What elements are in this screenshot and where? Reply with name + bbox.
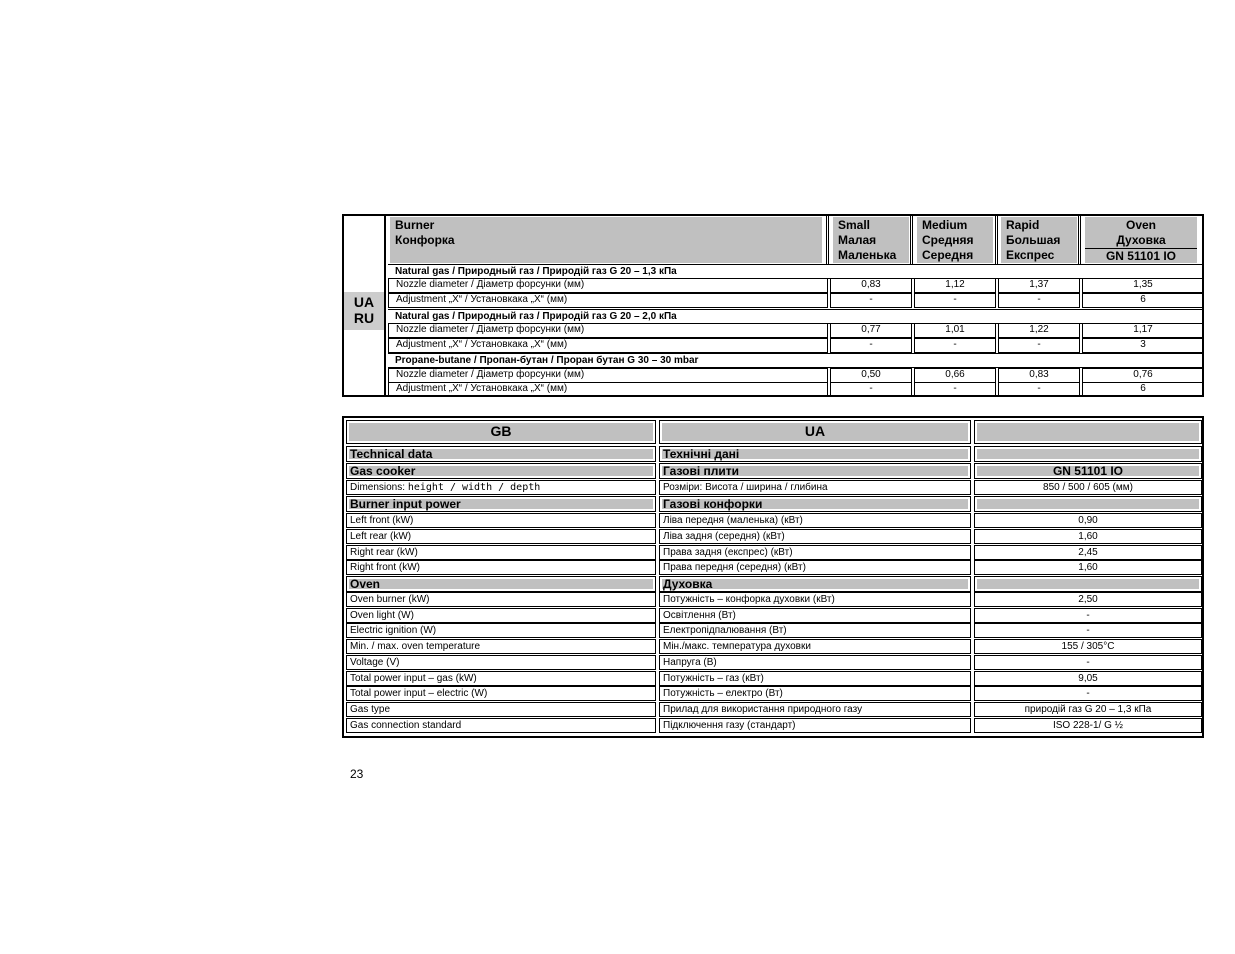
value-small: - (830, 382, 912, 397)
section-title: Propane-butane / Пропан-бутан / Проран бутан G 30 – 30 mbar (388, 353, 1204, 368)
value-small: 0,83 (830, 278, 912, 293)
table-cell (974, 560, 1202, 575)
table-cell (659, 560, 971, 575)
value-small: 0,77 (830, 323, 912, 338)
cell-text: - (1086, 625, 1090, 636)
table-cell (974, 576, 1202, 592)
table-cell (974, 496, 1202, 512)
header-medium (917, 217, 993, 263)
header-oven-en: Oven (1125, 218, 1156, 232)
cell-text: ISO 228-1/ G ½ (1052, 720, 1124, 731)
row-label: Adjustment „X“ / Установкака „X“ (мм) (388, 338, 828, 353)
cell-text: GN 51101 IO (1052, 464, 1124, 478)
table-cell (346, 655, 656, 670)
table-row (388, 338, 1204, 353)
value-medium: 0,66 (914, 368, 996, 383)
header-medium-en: Medium (922, 218, 968, 232)
column-header-text: GB (490, 423, 512, 439)
header-oven-model: GN 51101 IO (1085, 248, 1197, 264)
table-cell (659, 702, 971, 717)
cell-text: Електропідпалювання (Вт) (663, 625, 787, 636)
table-cell (346, 529, 656, 544)
cell-text: Ліва передня (маленька) (кВт) (663, 515, 803, 526)
table-cell (346, 513, 656, 528)
section-title: Natural gas / Природный газ / Природій газ G 20 – 2,0 кПа (388, 309, 1204, 324)
table-cell (974, 718, 1202, 733)
cell-text: 850 / 500 / 605 (мм) (1043, 482, 1133, 493)
table-cell (346, 592, 656, 607)
table-row (388, 293, 1204, 308)
column-header-text: UA (804, 423, 826, 439)
table-cell (974, 463, 1202, 479)
table-cell (974, 545, 1202, 560)
header-divider (826, 216, 829, 264)
table-cell (659, 513, 971, 528)
table-cell (346, 639, 656, 654)
language-column (344, 216, 386, 395)
header-oven (1085, 217, 1197, 263)
table-cell (346, 623, 656, 638)
table-cell (659, 592, 971, 607)
cell-text: Прилад для використання природного газу (663, 704, 863, 715)
value-medium: 1,01 (914, 323, 996, 338)
cell-text: Права передня (середня) (кВт) (663, 562, 806, 573)
nozzle-table (342, 214, 1204, 397)
table-cell (974, 702, 1202, 717)
table-cell (346, 576, 656, 592)
table-cell (974, 592, 1202, 607)
table-row (388, 323, 1204, 338)
cell-text: - (1086, 688, 1090, 699)
cell-text: Left front (kW) (350, 515, 414, 526)
value-small: - (830, 293, 912, 308)
table-cell (659, 671, 971, 686)
table-row (388, 278, 1204, 293)
header-small-ru: Малая (838, 233, 877, 247)
cell-text: Electric ignition (W) (350, 625, 437, 636)
column-header-model (974, 420, 1202, 444)
cell-text: 1,60 (1078, 531, 1098, 542)
value-oven: 6 (1082, 382, 1204, 397)
cell-text: Voltage (V) (350, 657, 400, 668)
header-rapid-en: Rapid (1006, 218, 1040, 232)
cell-text: Розміри: Висота / ширина / глибина (663, 482, 828, 493)
cell-text: Oven light (W) (350, 610, 414, 621)
header-burner-ru: Конфорка (395, 233, 455, 247)
header-rapid-ua: Експрес (1006, 248, 1055, 262)
table-cell (659, 545, 971, 560)
cell-text: 2,45 (1078, 547, 1098, 558)
language-ua: UA (353, 294, 375, 310)
table-cell (659, 529, 971, 544)
cell-text: 0,90 (1078, 515, 1098, 526)
column-header-gb (346, 420, 656, 444)
language-label (344, 292, 384, 330)
value-rapid: 1,37 (998, 278, 1080, 293)
value-oven: 1,17 (1082, 323, 1204, 338)
table-cell (346, 702, 656, 717)
header-rapid-ru: Большая (1006, 233, 1061, 247)
header-oven-ru: Духовка (1116, 233, 1166, 247)
cell-text: Потужність – електро (Вт) (663, 688, 783, 699)
header-small-en: Small (838, 218, 871, 232)
table-cell (346, 545, 656, 560)
value-rapid: - (998, 338, 1080, 353)
cell-text: Освітлення (Вт) (663, 610, 736, 621)
header-divider (995, 216, 998, 264)
row-label: Adjustment „X“ / Установкака „X“ (мм) (388, 382, 828, 397)
cell-text: Ліва задня (середня) (кВт) (663, 531, 785, 542)
table-cell (974, 513, 1202, 528)
cell-text: Total power input – electric (W) (350, 688, 488, 699)
table-cell (974, 480, 1202, 495)
header-rapid (1001, 217, 1077, 263)
value-medium: - (914, 293, 996, 308)
cell-text: 1,60 (1078, 562, 1098, 573)
table-cell (974, 671, 1202, 686)
cell-text-mono: height / width / depth (407, 482, 541, 493)
cell-text: Gas cooker (350, 464, 416, 478)
cell-text: Духовка (663, 577, 713, 591)
cell-text: Burner input power (350, 497, 461, 511)
table-cell (346, 608, 656, 623)
table-cell (659, 718, 971, 733)
cell-text: Total power input – gas (kW) (350, 673, 477, 684)
table-cell (346, 480, 656, 495)
header-divider (910, 216, 913, 264)
table-cell (659, 463, 971, 479)
table-cell (659, 480, 971, 495)
cell-text: 9,05 (1078, 673, 1098, 684)
table-cell (659, 608, 971, 623)
cell-text: Підключення газу (стандарт) (663, 720, 796, 731)
value-rapid: - (998, 382, 1080, 397)
value-oven: 1,35 (1082, 278, 1204, 293)
technical-data-table (342, 416, 1204, 738)
cell-text: Right rear (kW) (350, 547, 418, 558)
table-cell (346, 496, 656, 512)
cell-text: Oven burner (kW) (350, 594, 430, 605)
cell-text: Напруга (В) (663, 657, 717, 668)
table-cell (974, 655, 1202, 670)
cell-text: Left rear (kW) (350, 531, 412, 542)
table-cell (346, 718, 656, 733)
language-ru: RU (353, 310, 375, 326)
cell-text: - (1086, 610, 1090, 621)
cell-text: Right front (kW) (350, 562, 421, 573)
table-cell (974, 639, 1202, 654)
value-medium: 1,12 (914, 278, 996, 293)
header-small (833, 217, 909, 263)
value-oven: 0,76 (1082, 368, 1204, 383)
table-cell (346, 463, 656, 479)
table-cell (659, 639, 971, 654)
table-cell (974, 623, 1202, 638)
table-cell (659, 655, 971, 670)
table-cell (346, 686, 656, 701)
value-oven: 3 (1082, 338, 1204, 353)
row-label: Nozzle diameter / Діаметр форсунки (мм) (388, 278, 828, 293)
cell-text: Oven (350, 577, 381, 591)
section-title: Natural gas / Природный газ / Природій газ G 20 – 1,3 кПа (388, 264, 1204, 279)
header-burner (390, 217, 822, 263)
cell-text: Технічні дані (663, 447, 740, 461)
row-label: Nozzle diameter / Діаметр форсунки (мм) (388, 368, 828, 383)
value-rapid: 1,22 (998, 323, 1080, 338)
cell-text: природій газ G 20 – 1,3 кПа (1024, 704, 1152, 715)
table-cell (659, 496, 971, 512)
value-oven: 6 (1082, 293, 1204, 308)
page-number: 23 (350, 767, 364, 781)
header-medium-ru: Средняя (922, 233, 974, 247)
cell-text: Права задня (експрес) (кВт) (663, 547, 793, 558)
value-small: - (830, 338, 912, 353)
table-cell (659, 576, 971, 592)
header-small-ua: Маленька (838, 248, 897, 262)
table-cell (659, 623, 971, 638)
table-cell (659, 446, 971, 462)
cell-text: Min. / max. oven temperature (350, 641, 481, 652)
cell-text: 155 / 305°C (1061, 641, 1115, 652)
table-cell (346, 671, 656, 686)
cell-text: Газові плити (663, 464, 740, 478)
table-cell (974, 529, 1202, 544)
cell-text: Потужність – газ (кВт) (663, 673, 764, 684)
header-divider (1078, 216, 1081, 264)
cell-text: 2,50 (1078, 594, 1098, 605)
table-cell (659, 686, 971, 701)
row-label: Nozzle diameter / Діаметр форсунки (мм) (388, 323, 828, 338)
cell-text: Dimensions: (350, 482, 408, 493)
table-cell (974, 686, 1202, 701)
cell-text: Потужність – конфорка духовки (кВт) (663, 594, 835, 605)
header-medium-ua: Середня (922, 248, 974, 262)
cell-text: Technical data (350, 447, 433, 461)
cell-text: Газові конфорки (663, 497, 763, 511)
cell-text: Gas type (350, 704, 391, 715)
table-cell (974, 608, 1202, 623)
table-cell (346, 446, 656, 462)
row-label: Adjustment „X“ / Установкака „X“ (мм) (388, 293, 828, 308)
value-small: 0,50 (830, 368, 912, 383)
cell-text: Мін./макс. температура духовки (663, 641, 811, 652)
header-burner-en: Burner (395, 218, 435, 232)
table-row (388, 382, 1204, 397)
table-cell (974, 446, 1202, 462)
value-medium: - (914, 382, 996, 397)
table-row (388, 368, 1204, 383)
table-cell (346, 560, 656, 575)
column-header-ua (659, 420, 971, 444)
cell-text: - (1086, 657, 1090, 668)
value-medium: - (914, 338, 996, 353)
value-rapid: 0,83 (998, 368, 1080, 383)
value-rapid: - (998, 293, 1080, 308)
cell-text: Gas connection standard (350, 720, 462, 731)
